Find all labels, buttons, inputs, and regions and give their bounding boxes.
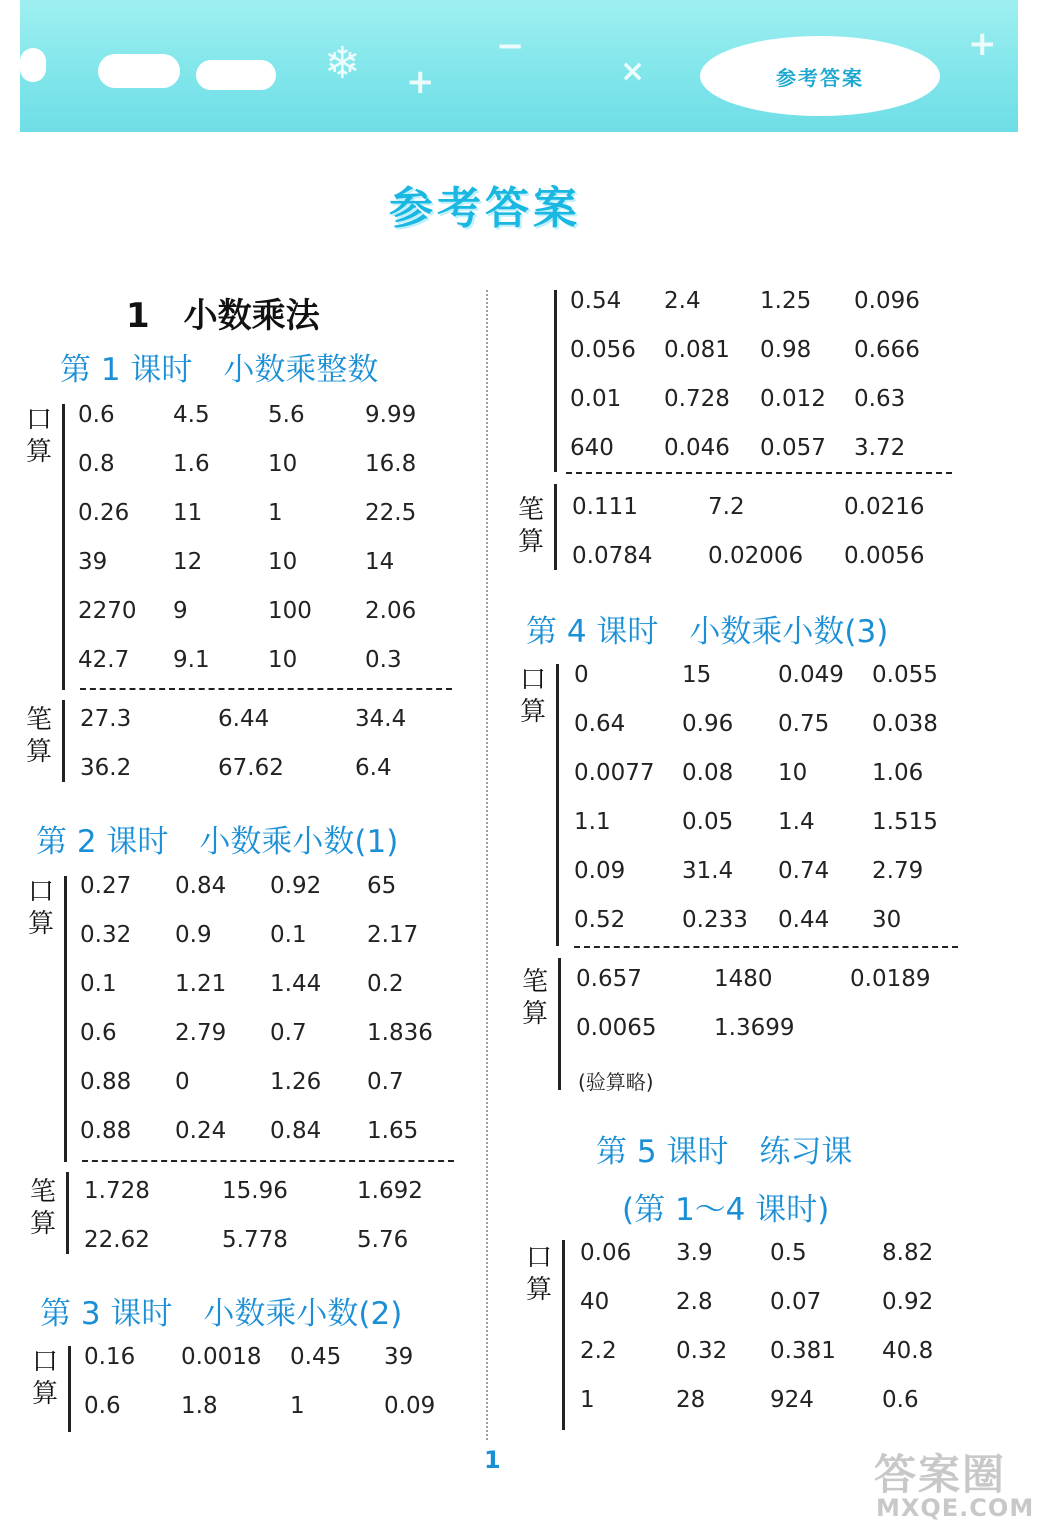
l1-oral-cell: 5.6 [268,402,305,428]
l3-oral-cont-cell: 3.72 [854,435,906,461]
l2-oral-cell: 1.44 [270,971,322,997]
l2-written-cell: 5.778 [222,1227,288,1253]
l3-written-cell: 0.0784 [572,543,653,569]
l5-oral-cell: 40 [580,1289,610,1315]
l3-oral-cell: 39 [384,1344,414,1370]
written-label [28,1176,58,1240]
written-label-char: 笔 [25,705,52,735]
bracket-line [554,484,557,570]
oral-label-char: 口 [25,405,52,435]
dashed-separator [574,946,958,948]
oral-label-char: 算 [519,697,546,727]
l1-oral-cell: 1 [268,500,283,526]
l5-oral-cell: 3.9 [676,1240,713,1266]
l3-oral-cell: 0.16 [84,1344,136,1370]
unit-title: 1 小数乘法 [126,296,320,336]
l1-oral-cell: 11 [173,500,203,526]
l2-written-cell: 1.728 [84,1178,150,1204]
l5-oral-cell: 0.92 [882,1289,934,1315]
l4-oral-cell: 10 [778,760,808,786]
lesson-5-title: 第 5 课时 练习课 [596,1134,853,1170]
l4-oral-cell: 0 [574,662,589,688]
l1-oral-cell: 9.99 [365,402,417,428]
l5-oral-cell: 0.381 [770,1338,836,1364]
l3-oral-cell: 1 [290,1393,305,1419]
cloud-icon [20,48,46,82]
written-label [24,704,54,768]
l2-oral-cell: 0.92 [270,873,322,899]
l2-oral-cell: 1.836 [367,1020,433,1046]
l4-oral-cell: 2.79 [872,858,924,884]
l5-oral-cell: 8.82 [882,1240,934,1266]
oral-label-char: 算 [25,437,52,467]
oral-label [26,876,56,940]
l3-written-cell: 0.0216 [844,494,925,520]
l4-oral-cell: 0.233 [682,907,748,933]
l5-oral-cell: 0.32 [676,1338,728,1364]
l3-oral-cont-cell: 0.012 [760,386,826,412]
l1-written-cell: 6.44 [218,706,270,732]
l2-oral-cell: 0.27 [80,873,132,899]
l3-written-cell: 0.111 [572,494,638,520]
cloud-icon [98,54,180,88]
l3-oral-cell: 1.8 [181,1393,218,1419]
l2-oral-cell: 0 [175,1069,190,1095]
l3-oral-cont-cell: 0.081 [664,337,730,363]
oral-label [524,1242,554,1306]
l4-oral-cell: 1.1 [574,809,611,835]
l1-oral-cell: 0.3 [365,647,402,673]
l2-oral-cell: 2.79 [175,1020,227,1046]
l3-oral-cont-cell: 0.01 [570,386,622,412]
l3-oral-cont-cell: 0.728 [664,386,730,412]
l2-oral-cell: 0.1 [270,922,307,948]
l1-oral-cell: 0.8 [78,451,115,477]
l1-written-cell: 27.3 [80,706,132,732]
oral-label [30,1346,60,1410]
l2-oral-cell: 0.24 [175,1118,227,1144]
l2-oral-cell: 0.84 [270,1118,322,1144]
l3-oral-cont-cell: 0.056 [570,337,636,363]
l2-written-cell: 22.62 [84,1227,150,1253]
l5-oral-cell: 2.8 [676,1289,713,1315]
bracket-line [562,1240,565,1430]
l2-oral-cell: 0.7 [270,1020,307,1046]
header-banner [20,0,1018,132]
l2-oral-cell: 0.88 [80,1069,132,1095]
l3-oral-cont-cell: 0.057 [760,435,826,461]
l3-oral-cell: 0.45 [290,1344,342,1370]
page-title: 参考答案 [389,183,581,234]
bracket-line [62,700,65,782]
bracket-line [554,290,557,472]
l2-oral-cell: 0.6 [80,1020,117,1046]
l3-oral-cont-cell: 0.54 [570,288,622,314]
dashed-separator [82,1160,454,1162]
l3-oral-cont-cell: 640 [570,435,614,461]
l4-oral-cell: 0.64 [574,711,626,737]
l4-oral-cell: 0.055 [872,662,938,688]
written-label-char: 算 [29,1209,56,1239]
l2-oral-cell: 1.21 [175,971,227,997]
bracket-line [68,1346,71,1432]
written-label-char: 笔 [521,967,548,997]
l1-oral-cell: 39 [78,549,108,575]
written-label-char: 笔 [29,1177,56,1207]
l4-oral-cell: 0.96 [682,711,734,737]
lesson-3-title: 第 3 课时 小数乘小数(2) [40,1296,403,1332]
l1-oral-cell: 10 [268,451,298,477]
plus-icon: + [406,62,435,102]
l2-written-cell: 1.692 [357,1178,423,1204]
watermark [874,1442,1034,1522]
page-number: 1 [484,1446,501,1474]
l1-written-cell: 6.4 [355,755,392,781]
l4-oral-cell: 0.74 [778,858,830,884]
l4-oral-cell: 15 [682,662,712,688]
l5-oral-cell: 40.8 [882,1338,934,1364]
l1-written-cell: 67.62 [218,755,284,781]
watermark-sub: MXQE.COM [876,1494,1035,1522]
l3-oral-cont-cell: 0.666 [854,337,920,363]
l2-oral-cell: 0.2 [367,971,404,997]
l3-oral-cell: 0.09 [384,1393,436,1419]
l1-oral-cell: 0.26 [78,500,130,526]
l1-oral-cell: 14 [365,549,395,575]
plus-icon: + [968,24,997,64]
multiply-icon: × [620,54,646,89]
header-badge: 参考答案 [700,36,940,116]
lesson-1-title: 第 1 课时 小数乘整数 [60,352,379,388]
written-label [516,494,546,558]
l4-oral-cell: 0.038 [872,711,938,737]
l5-oral-cell: 0.5 [770,1240,807,1266]
dashed-separator [80,688,452,690]
l1-oral-cell: 4.5 [173,402,210,428]
l4-oral-cell: 0.05 [682,809,734,835]
l2-oral-cell: 65 [367,873,397,899]
l5-oral-cell: 0.6 [882,1387,919,1413]
bracket-line [64,876,67,1162]
l4-oral-cell: 31.4 [682,858,734,884]
lesson-5-subtitle: (第 1～4 课时) [622,1192,830,1228]
l1-oral-cell: 22.5 [365,500,417,526]
l2-oral-cell: 1.26 [270,1069,322,1095]
oral-label-char: 口 [31,1347,58,1377]
minus-icon: − [496,26,525,66]
l2-written-cell: 15.96 [222,1178,288,1204]
lesson-2-title: 第 2 课时 小数乘小数(1) [36,824,399,860]
oral-label-char: 算 [27,909,54,939]
l1-written-cell: 36.2 [80,755,132,781]
l2-oral-cell: 0.9 [175,922,212,948]
l3-oral-cell: 0.0018 [181,1344,262,1370]
l1-oral-cell: 9 [173,598,188,624]
cloud-icon [196,60,276,90]
l4-oral-cell: 1.515 [872,809,938,835]
l4-written-cell: 0.0065 [576,1015,657,1041]
l4-oral-cell: 0.049 [778,662,844,688]
l4-oral-cell: 0.0077 [574,760,655,786]
oral-label [24,404,54,468]
l3-oral-cont-cell: 0.98 [760,337,812,363]
l3-written-cell: 7.2 [708,494,745,520]
l2-written-cell: 5.76 [357,1227,409,1253]
dashed-separator [566,472,952,474]
oral-label-char: 算 [31,1379,58,1409]
l2-oral-cell: 0.7 [367,1069,404,1095]
snowflake-icon: ❄ [324,38,361,89]
l3-oral-cont-cell: 0.096 [854,288,920,314]
oral-label-char: 算 [525,1275,552,1305]
l4-written-cell: 1480 [714,966,773,992]
l1-oral-cell: 16.8 [365,451,417,477]
l5-oral-cell: 28 [676,1387,706,1413]
l4-oral-cell: 0.44 [778,907,830,933]
l2-oral-cell: 0.84 [175,873,227,899]
l1-oral-cell: 100 [268,598,312,624]
watermark-main: 答案圈 [874,1450,1007,1499]
l4-oral-cell: 0.08 [682,760,734,786]
l4-oral-cell: 30 [872,907,902,933]
written-label-char: 算 [25,737,52,767]
column-divider [486,290,488,1440]
bracket-line [66,1172,69,1254]
l4-oral-cell: 1.4 [778,809,815,835]
l3-oral-cont-cell: 0.63 [854,386,906,412]
oral-label-char: 口 [519,665,546,695]
l1-oral-cell: 9.1 [173,647,210,673]
l1-written-cell: 34.4 [355,706,407,732]
l2-oral-cell: 2.17 [367,922,419,948]
l4-written-cell: 0.0189 [850,966,931,992]
l5-oral-cell: 2.2 [580,1338,617,1364]
l1-oral-cell: 10 [268,549,298,575]
l4-written-cell: 1.3699 [714,1015,795,1041]
l1-oral-cell: 0.6 [78,402,115,428]
bracket-line [558,958,561,1090]
l2-oral-cell: 0.88 [80,1118,132,1144]
l5-oral-cell: 0.07 [770,1289,822,1315]
l5-oral-cell: 924 [770,1387,814,1413]
written-label-char: 算 [517,527,544,557]
l3-oral-cont-cell: 1.25 [760,288,812,314]
l1-oral-cell: 10 [268,647,298,673]
l2-oral-cell: 1.65 [367,1118,419,1144]
l3-oral-cont-cell: 2.4 [664,288,701,314]
l1-oral-cell: 2.06 [365,598,417,624]
l5-oral-cell: 0.06 [580,1240,632,1266]
l3-oral-cell: 0.6 [84,1393,121,1419]
l1-oral-cell: 1.6 [173,451,210,477]
l3-oral-cont-cell: 0.046 [664,435,730,461]
l3-written-cell: 0.02006 [708,543,804,569]
written-label [520,966,550,1030]
l4-oral-cell: 0.52 [574,907,626,933]
l4-oral-cell: 0.75 [778,711,830,737]
oral-label-char: 口 [525,1243,552,1273]
oral-label-char: 口 [27,877,54,907]
written-label-char: 笔 [517,495,544,525]
l1-oral-cell: 12 [173,549,203,575]
l1-oral-cell: 2270 [78,598,137,624]
l5-oral-cell: 1 [580,1387,595,1413]
l2-oral-cell: 0.32 [80,922,132,948]
bracket-line [556,664,559,946]
l3-written-cell: 0.0056 [844,543,925,569]
verification-note: (验算略) [578,1070,654,1094]
written-label-char: 算 [521,999,548,1029]
bracket-line [62,404,65,690]
l4-written-cell: 0.657 [576,966,642,992]
l4-oral-cell: 0.09 [574,858,626,884]
oral-label [518,664,548,728]
lesson-4-title: 第 4 课时 小数乘小数(3) [526,614,889,650]
l2-oral-cell: 0.1 [80,971,117,997]
l4-oral-cell: 1.06 [872,760,924,786]
l1-oral-cell: 42.7 [78,647,130,673]
